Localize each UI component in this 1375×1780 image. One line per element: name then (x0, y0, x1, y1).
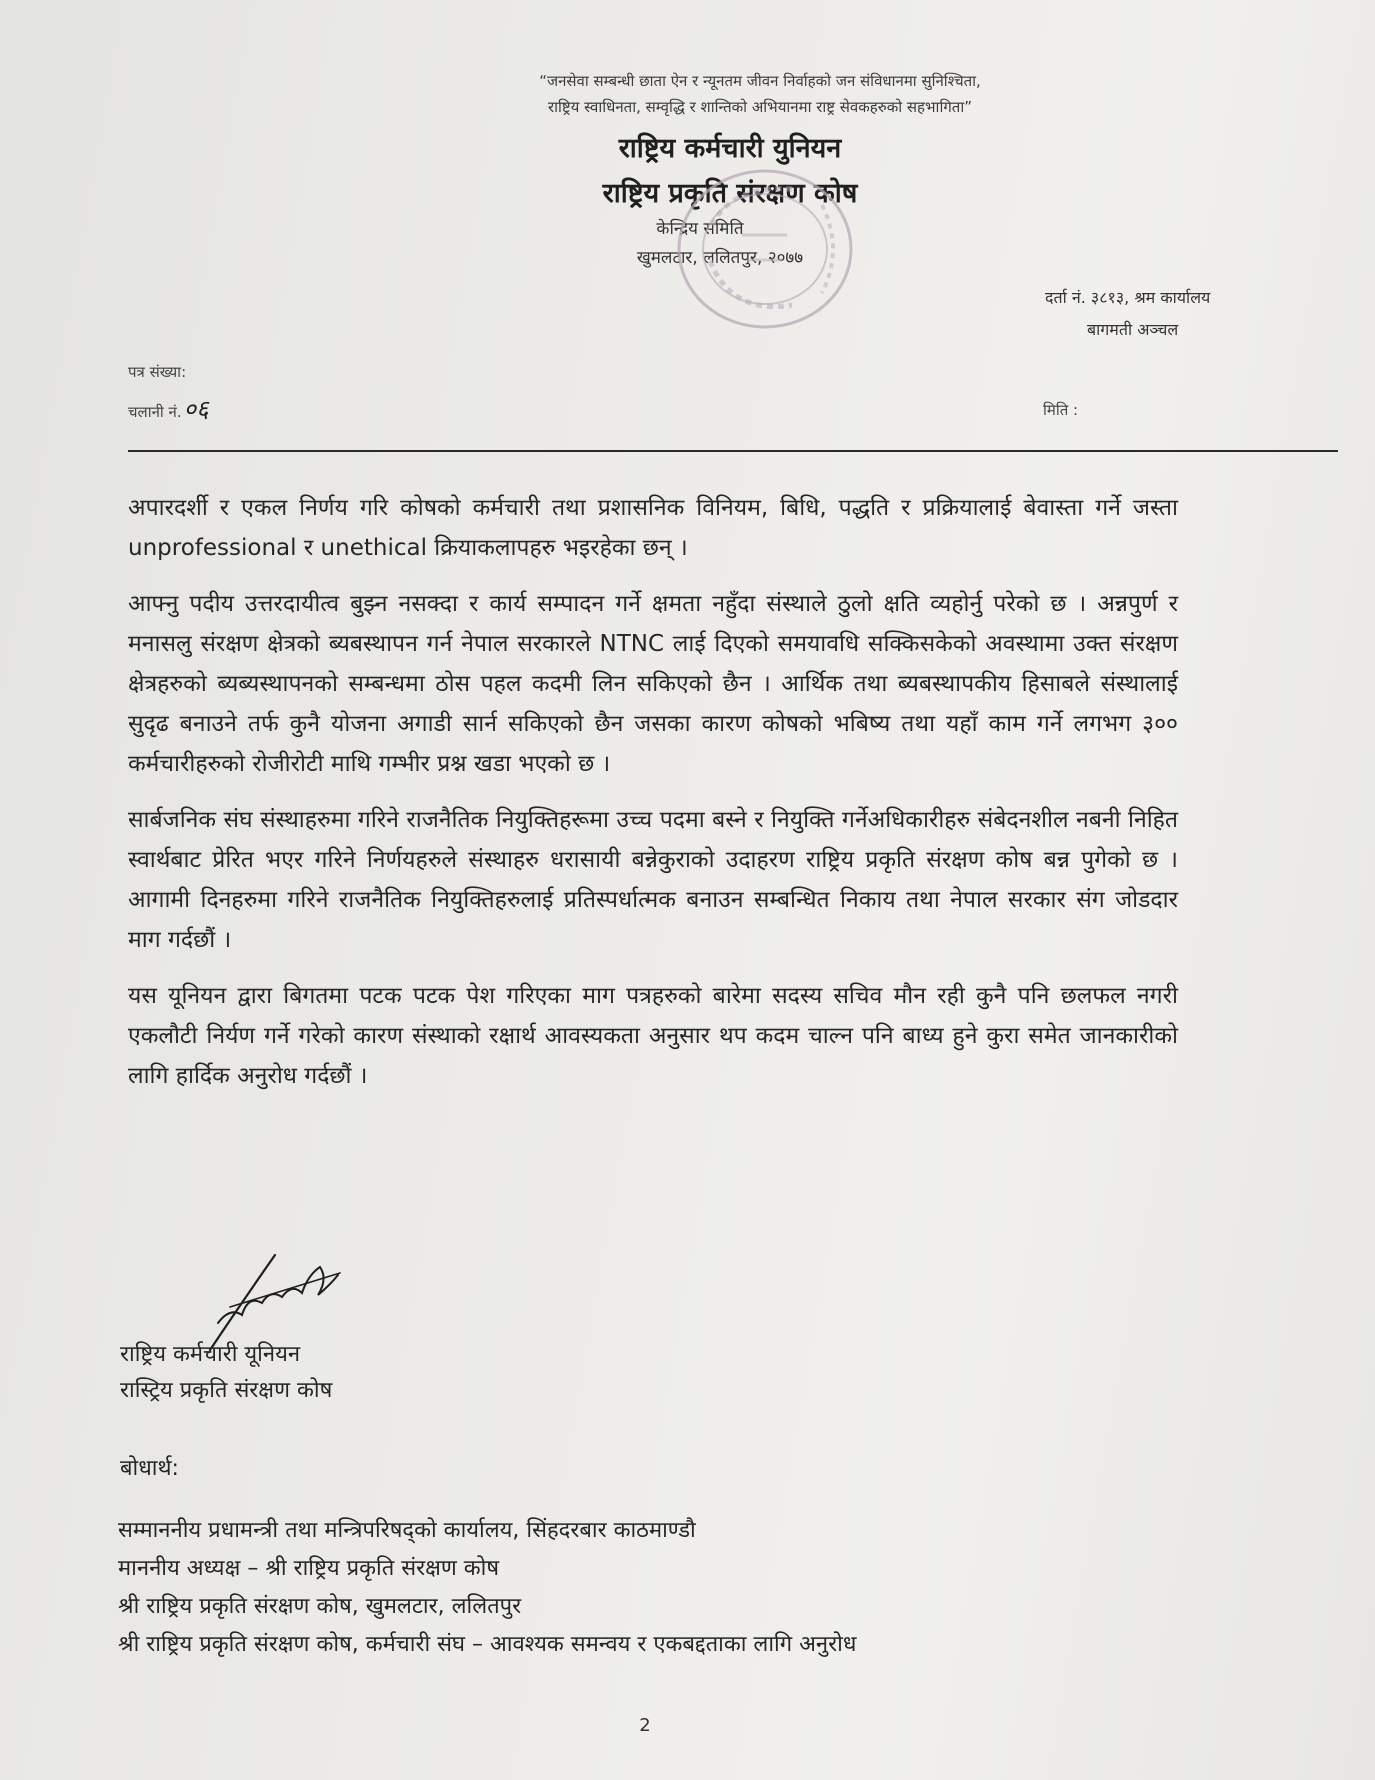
date-label: मिति : (1043, 401, 1079, 419)
body-paragraph-2: आफ्नु पदीय उत्तरदायीत्व बुझ्न नसक्दा र कार्य सम्पादन गर्ने क्षमता नहुँदा संस्थाले ठुलो क्षति व्यहोर्नु परेको छ । अन्नपुर्ण र मनासलु संरक्षण क्षेत्रको ब्यबस्थापन गर्न नेपाल सरकारले NTNC लाई दिएको समयावधि सक्किसकेको अवस्थामा उक्त संरक्षण क्षेत्रहरुको ब्यब्यस्थापनको सम्बन्धमा ठोस पहल कदमी लिन सकिएको छैन । आर्थिक तथा ब्यबस्थापकीय हिसाबले संस्थालाई सुदृढ बनाउने तर्फ कुनै योजना अगाडी सार्न सकिएको छैन जसका कारण कोषको भबिष्य तथा यहाँ काम गर्ने लगभग ३०० कर्मचारीहरुको रोजीरोटी माथि गम्भीर प्रश्न खडा भएको छ । (128, 591, 1178, 777)
body-paragraph-4: यस यूनियन द्वारा बिगतमा पटक पटक पेश गरिएका माग पत्रहरुको बारेमा सदस्य सचिव मौन रही कुनै पनि छलफल नगरी एकलौटी निर्यण गर्ने गरेको कारण संस्थाको रक्षार्थ आवस्यकता अनुसार थप कदम चाल्न पनि बाध्य हुने कुरा समेत जानकारीको लागि हार्दिक अनुरोध गर्दछौं । (128, 983, 1178, 1089)
body-paragraph-3: सार्बजनिक संघ संस्थाहरुमा गरिने राजनैतिक नियुक्तिहरूमा उच्च पदमा बस्ने र नियुक्ति गर्नेअधिकारीहरु संबेदनशील नबनी निहित स्वार्थबाट प्रेरित भएर गरिने निर्णयहरुले संस्थाहरु धरासायी बन्नेकुराको उदाहरण राष्ट्रिय प्रकृति संरक्षण कोष बन्न पुगेको छ । आगामी दिनहरुमा गरिने राजनैतिक नियुक्तिहरुलाई प्रतिस्पर्धात्मक बनाउन सम्बन्धित निकाय तथा नेपाल सरकार संग जोडदार माग गर्दछौं । (128, 807, 1178, 953)
cc-list (118, 1512, 856, 1664)
cc-item: माननीय अध्यक्ष – श्री राष्ट्रिय प्रकृति संरक्षण कोष (118, 1556, 500, 1581)
motto (380, 68, 1140, 120)
chalani-label: चलानी नं. (128, 403, 182, 421)
motto-line-1: “जनसेवा सम्बन्धी छाता ऐन र न्यूनतम जीवन निर्वाहको जन संविधानमा सुनिश्चिता, (539, 72, 981, 90)
org-name-fund: राष्ट्रिय प्रकृति संरक्षण कोष (602, 178, 858, 209)
motto-line-2: राष्ट्रिय स्वाधिनता, सम्वृद्धि र शान्तिको अभियानमा राष्ट्र सेवकहरुको सहभागिता” (548, 98, 972, 116)
cc-item: श्री राष्ट्रिय प्रकृति संरक्षण कोष, कर्मचारी संघ – आवश्यक समन्वय र एकबद्दताका लागि अनुरोध (118, 1632, 857, 1657)
address-line: खुमलटार, ललितपुर, २०७७ (636, 248, 804, 268)
cc-heading: बोधार्थ: (120, 1456, 179, 1481)
rubber-stamp-seal (672, 165, 858, 333)
chalani-value: ०६ (183, 395, 209, 423)
chalani-number (128, 392, 209, 425)
header-divider (128, 450, 1338, 452)
signature-block (120, 1337, 332, 1409)
patra-sankhya-label: पत्र संख्या: (128, 363, 187, 381)
body-paragraph-1: अपारदर्शी र एकल निर्णय गरि कोषको कर्मचारी तथा प्रशासनिक विनियम, बिधि, पद्धति र प्रक्रियालाई बेवास्ता गर्ने जस्ता unprofessional र unethical क्रियाकलापहरु भइरहेका छन् । (128, 495, 1178, 561)
registration-line-2: बागमती अञ्चल (1087, 320, 1179, 339)
cc-item: सम्माननीय प्रधामन्त्री तथा मन्त्रिपरिषद्को कार्यालय, सिंहदरबार काठमाण्डौ (118, 1518, 696, 1543)
page-number: 2 (639, 1715, 651, 1736)
org-name-union: राष्ट्रिय कर्मचारी युनियन (618, 133, 842, 164)
registration-info (1045, 282, 1345, 346)
registration-line-1: दर्ता नं. ३८१३, श्रम कार्यालय (1045, 288, 1211, 307)
letter-body (128, 488, 1178, 1112)
committee-label: केन्द्रिय समिति (656, 219, 744, 239)
signature-org-line-2: रास्ट्रिय प्रकृति संरक्षण कोष (120, 1378, 333, 1403)
signature-org-line-1: राष्ट्रिय कर्मचारी यूनियन (120, 1342, 301, 1367)
cc-item: श्री राष्ट्रिय प्रकृति संरक्षण कोष, खुमलटार, ललितपुर (118, 1594, 522, 1619)
